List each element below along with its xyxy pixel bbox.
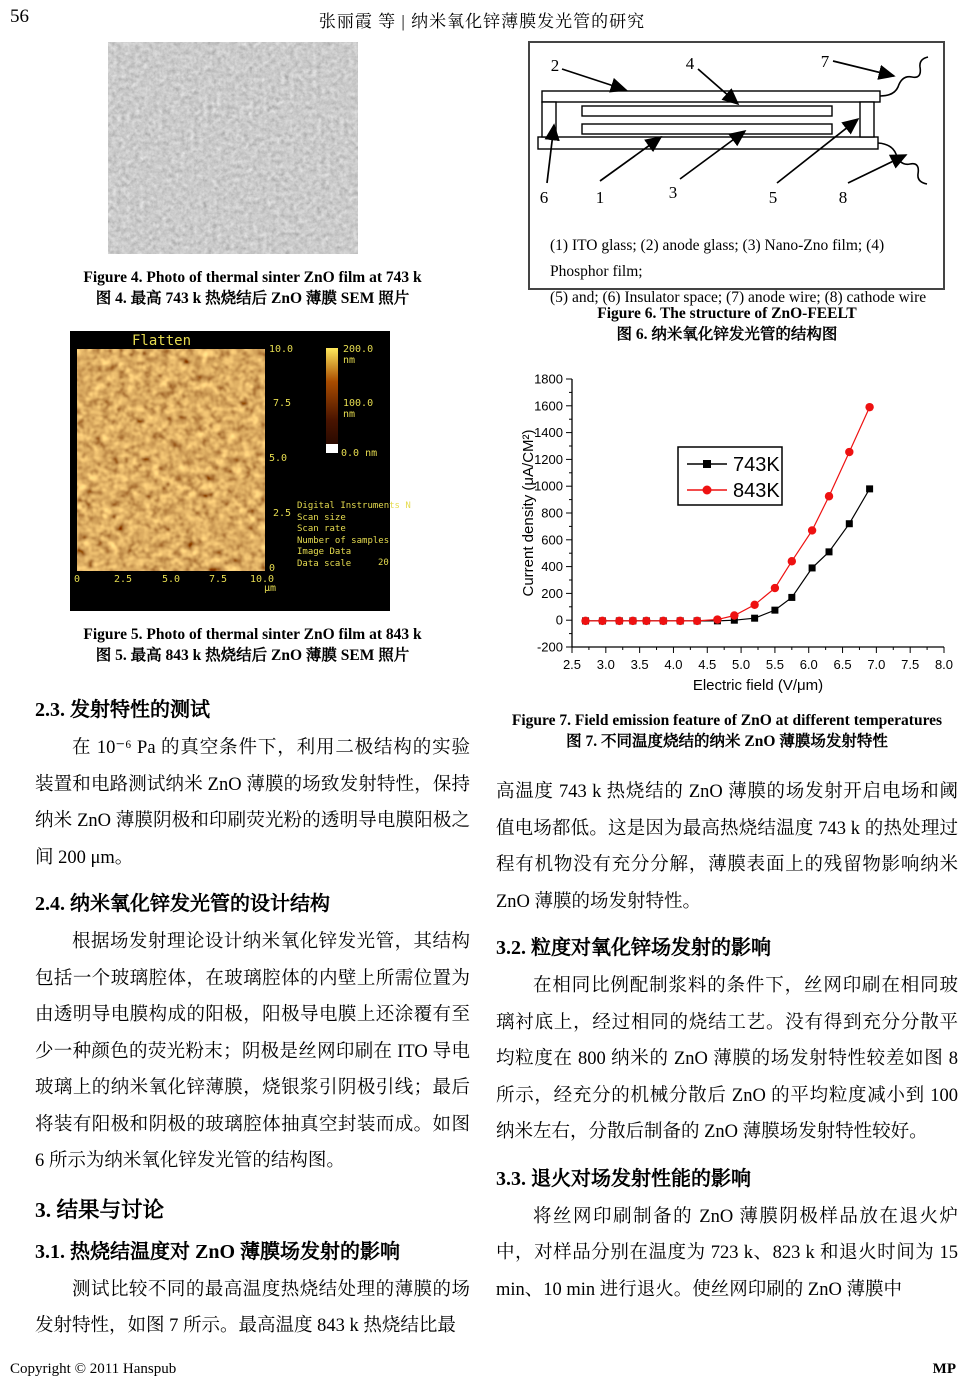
afm-unit-label: μm	[264, 583, 277, 594]
svg-text:4.0: 4.0	[664, 657, 683, 672]
callout-5: 5	[768, 188, 778, 207]
figure4-caption-zh: 图 4. 最高 743 k 热烧结后 ZnO 薄膜 SEM 照片	[95, 290, 410, 307]
svg-text:1800: 1800	[534, 371, 563, 387]
field-emission-chart	[520, 367, 960, 697]
copyright-text: Copyright © 2011 Hanspub	[10, 1361, 177, 1377]
afm-scale-max: 200.0 nm	[343, 344, 374, 366]
afm-info-block	[297, 501, 411, 570]
afm-scale-mid: 100.0 nm	[343, 398, 374, 420]
callout-4: 4	[685, 54, 695, 73]
figure5-afm-panel	[70, 331, 411, 611]
afm-info-line: Scan rate	[297, 524, 346, 534]
figure7-caption-en: Figure 7. Field emission feature of ZnO at different temperatures	[511, 712, 943, 729]
figure6-key	[550, 233, 930, 311]
figure7-chart	[520, 367, 960, 697]
afm-info-line: Scan size	[297, 512, 346, 523]
section-3-heading: 3. 结果与讨论	[35, 1197, 165, 1222]
svg-text:3.5: 3.5	[630, 657, 649, 672]
afm-xtick: 0	[74, 574, 81, 585]
svg-text:200: 200	[541, 585, 563, 601]
svg-text:3.0: 3.0	[596, 657, 615, 672]
section-3-2-paragraph: 在相同比例配制浆料的条件下，丝网印刷在相同玻璃衬底上，经过相同的烧结工艺。没有得到充分分散平均粒度在 800 纳米的 ZnO 薄膜的场发射特性较差如图 8 所示，经充分的机械分散后 ZnO 的平均粒度减小到 100 纳米左右，分散后制备的 ZnO 薄膜场发射特性较好。	[496, 976, 958, 1142]
figure7-caption-zh: 图 7. 不同温度烧结的纳米 ZnO 薄膜场发射特性	[566, 733, 888, 750]
section-2-4-paragraph: 根据场发射理论设计纳米氧化锌发光管，其结构包括一个玻璃腔体，在玻璃腔体的内壁上所需位置为由透明导电膜构成的阳极，阳极导电膜上还涂覆有至少一种颜色的荧光粉末；阴极是丝网印刷在 ITO 导电玻璃上的纳米氧化锌薄膜，烧银浆引阴极引线；最后将装有阳极和阴极的玻璃腔体抽真空封装而成。如图 6 所示为纳米氧化锌发光管的结构图。	[35, 932, 470, 1171]
journal-code: MP	[932, 1361, 956, 1377]
section-3-1-heading: 3.1. 热烧结温度对 ZnO 薄膜场发射的影响	[35, 1240, 401, 1263]
svg-text:1000: 1000	[534, 478, 563, 494]
callout-7: 7	[820, 52, 830, 71]
page-number: 56	[10, 6, 29, 27]
afm-info-line: Digital Instruments N	[297, 501, 411, 511]
section-3-1-paragraph: 测试比较不同的最高温度热烧结处理的薄膜的场发射特性，如图 7 所示。最高温度 843 k 热烧结比最	[35, 1279, 470, 1336]
afm-ytick: 0	[269, 563, 276, 574]
afm-surface-image	[77, 349, 265, 571]
afm-xtick: 7.5	[209, 574, 228, 585]
right-column	[496, 40, 958, 1308]
figure5-caption-en: Figure 5. Photo of thermal sinter ZnO film at 843 k	[83, 626, 422, 643]
anode-wire	[880, 57, 928, 96]
afm-xtick: 10.0	[250, 574, 275, 585]
afm-ytick: 10.0	[269, 344, 294, 355]
figure6-schematic	[530, 43, 943, 228]
afm-data-scale-value: 20	[378, 558, 389, 568]
section-2-3-heading: 2.3. 发射特性的测试	[35, 699, 210, 721]
figure6-caption-en: Figure 6. The structure of ZnO-FEELT	[597, 305, 857, 322]
svg-text:843K: 843K	[733, 480, 780, 502]
svg-text:600: 600	[541, 532, 563, 548]
figure6-key-line2: (5) and; (6) Insulator space; (7) anode wire; (8) cathode wire	[550, 289, 927, 306]
figure4-caption	[35, 267, 470, 309]
svg-text:6.5: 6.5	[833, 657, 852, 672]
figure6-key-line1: (1) ITO glass; (2) anode glass; (3) Nano-Zno film; (4) Phosphor film;	[550, 237, 885, 280]
svg-text:400: 400	[541, 559, 563, 575]
section-2-4-heading: 2.4. 纳米氧化锌发光管的设计结构	[35, 893, 330, 915]
figure5-caption	[35, 624, 470, 666]
afm-ytick: 2.5	[273, 508, 292, 519]
svg-text:6.0: 6.0	[799, 657, 818, 672]
figure4-caption-en: Figure 4. Photo of thermal sinter ZnO film at 743 k	[83, 269, 422, 286]
afm-ytick: 7.5	[273, 398, 292, 409]
afm-info-line: Image Data	[297, 547, 352, 557]
figure7-caption	[496, 710, 958, 752]
svg-text:7.0: 7.0	[867, 657, 886, 672]
section-3-3-paragraph: 将丝网印刷制备的 ZnO 薄膜阴极样品放在退火炉中，对样品分别在温度为 723 k、823 k 和退火时间为 15 min、10 min 进行退火。使丝网印刷的 ZnO 薄膜中	[496, 1206, 958, 1300]
callout-1: 1	[595, 188, 605, 207]
svg-text:7.5: 7.5	[901, 657, 920, 672]
callout-2: 2	[550, 56, 560, 75]
callout-3: 3	[668, 183, 678, 202]
cathode-wire	[878, 143, 927, 184]
svg-text:-200: -200	[536, 639, 563, 655]
svg-text:2.5: 2.5	[562, 657, 582, 672]
afm-color-scale	[324, 348, 340, 454]
figure5-caption-zh: 图 5. 最高 843 k 热烧结后 ZnO 薄膜 SEM 照片	[95, 647, 410, 664]
afm-title: Flatten	[132, 333, 192, 349]
svg-text:5.5: 5.5	[765, 657, 784, 672]
section-2-3-paragraph: 在 10⁻⁶ Pa 的真空条件下，利用二极结构的实验装置和电路测试纳米 ZnO 薄膜的场致发射特性，保持纳米 ZnO 薄膜阴极和印刷荧光粉的透明导电膜阳极之间 200 μm。	[35, 738, 470, 868]
figure4-sem-image	[108, 42, 358, 254]
section-3-1-paragraph-cont: 高温度 743 k 热烧结的 ZnO 薄膜的场发射开启电场和阈值电场都低。这是因为最高热烧结温度 743 k 的热处理过程有机物没有充分分解，薄膜表面上的残留物影响纳米 ZnO 薄膜的场发射特性。	[496, 782, 958, 912]
section-3-2-heading: 3.2. 粒度对氧化锌场发射的影响	[496, 937, 771, 959]
svg-text:1600: 1600	[534, 398, 563, 414]
svg-text:8.0: 8.0	[934, 657, 954, 672]
afm-xtick: 2.5	[114, 574, 133, 585]
svg-text:5.0: 5.0	[732, 657, 751, 672]
svg-text:743K: 743K	[733, 454, 780, 476]
afm-scale-min: 0.0 nm	[341, 448, 378, 459]
svg-text:Electric field (V/μm): Electric field (V/μm)	[692, 677, 824, 694]
running-head-title: 张丽霞 等 | 纳米氧化锌薄膜发光管的研究	[318, 12, 646, 31]
svg-text:1200: 1200	[534, 451, 563, 467]
svg-text:Current density (μA/CM²): Current density (μA/CM²)	[520, 429, 537, 597]
callout-8: 8	[838, 188, 848, 207]
page-footer	[0, 1356, 964, 1378]
figure6-caption-zh: 图 6. 纳米氧化锌发光管的结构图	[616, 326, 838, 343]
afm-ytick: 5.0	[269, 453, 288, 464]
left-column	[35, 40, 470, 1345]
section-3-3-heading: 3.3. 退火对场发射性能的影响	[496, 1167, 751, 1190]
afm-info-line: Number of samples	[297, 535, 390, 546]
figure6-diagram-box	[528, 41, 945, 306]
svg-text:0: 0	[555, 612, 563, 628]
callout-6: 6	[539, 188, 549, 207]
afm-info-line: Data scale	[297, 558, 352, 569]
page-header	[0, 4, 964, 30]
afm-xtick: 5.0	[162, 574, 181, 585]
svg-text:4.5: 4.5	[698, 657, 717, 672]
svg-text:800: 800	[541, 505, 563, 521]
svg-text:1400: 1400	[534, 425, 563, 441]
